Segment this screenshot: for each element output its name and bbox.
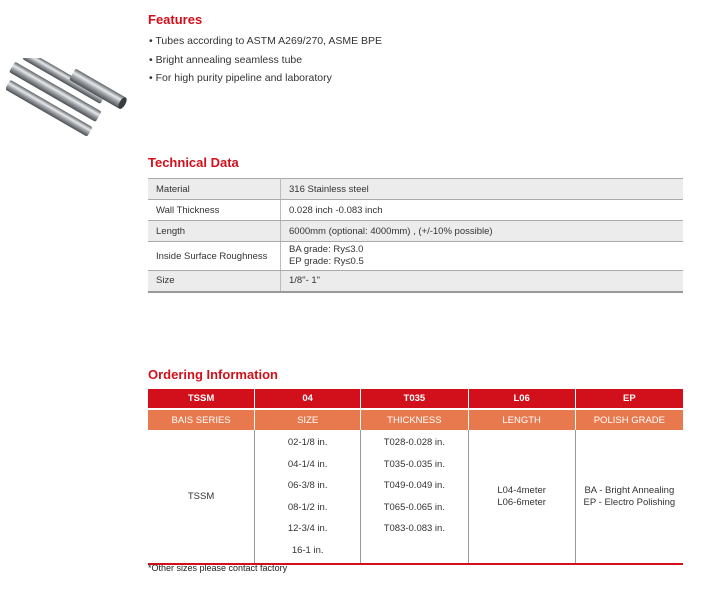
row-value: 0.028 inch -0.083 inch — [281, 200, 684, 221]
header-row — [148, 409, 683, 430]
size-cell — [255, 430, 361, 564]
length-cell — [468, 430, 575, 564]
column-header: POLISH GRADE — [575, 409, 683, 430]
column-header: BAIS SERIES — [148, 409, 255, 430]
polish-option: BA - Bright Annealing — [584, 484, 675, 496]
code-cell: L06 — [468, 389, 575, 409]
size-option: 16-1 in. — [291, 544, 324, 556]
size-option: 12-3/4 in. — [287, 523, 328, 534]
row-value: 6000mm (optional: 4000mm) , (+/-10% possible) — [281, 221, 684, 242]
roughness-line: BA grade: Ry≤3.0 — [289, 244, 364, 255]
size-option: 06-3/8 in. — [287, 480, 328, 491]
ordering-table — [148, 389, 683, 565]
thickness-option: T049-0.049 in. — [383, 480, 445, 491]
features-list — [149, 32, 382, 88]
feature-item: • For high purity pipeline and laboratory — [149, 69, 382, 88]
stainless-tubes-image — [6, 58, 130, 158]
table-row — [148, 179, 683, 200]
polish-option: EP - Electro Polishing — [583, 496, 676, 508]
thickness-option: T083-0.083 in. — [383, 523, 445, 534]
row-label: Material — [148, 179, 281, 200]
code-cell: TSSM — [148, 389, 255, 409]
thickness-cell — [361, 430, 468, 564]
thickness-option: T028-0.028 in. — [383, 437, 445, 448]
row-label: Size — [148, 271, 281, 292]
row-value: 316 Stainless steel — [281, 179, 684, 200]
row-label: Wall Thickness — [148, 200, 281, 221]
code-cell: EP — [575, 389, 683, 409]
row-label: Length — [148, 221, 281, 242]
polish-cell — [575, 430, 683, 564]
table-row — [148, 221, 683, 242]
column-header: LENGTH — [468, 409, 575, 430]
table-row — [148, 242, 683, 271]
code-cell: 04 — [255, 389, 361, 409]
table-row — [148, 200, 683, 221]
size-option: 02-1/8 in. — [287, 437, 328, 448]
length-option: L06-6meter — [497, 496, 546, 508]
size-option: 08-1/2 in. — [287, 501, 328, 513]
size-option: 04-1/4 in. — [287, 458, 328, 470]
technical-data-title: Technical Data — [148, 155, 239, 170]
features-title: Features — [148, 12, 203, 27]
roughness-line: EP grade: Ry≤0.5 — [289, 256, 364, 267]
series-cell: TSSM — [148, 430, 255, 564]
row-value: 1/8"- 1" — [281, 271, 684, 292]
column-header: SIZE — [255, 409, 361, 430]
feature-item: • Tubes according to ASTM A269/270, ASME BPE — [149, 32, 382, 51]
feature-item: • Bright annealing seamless tube — [149, 51, 382, 70]
length-option: L04-4meter — [497, 484, 546, 496]
technical-data-table — [148, 178, 683, 293]
row-label: Inside Surface Roughness — [148, 242, 281, 271]
code-row — [148, 389, 683, 409]
thickness-option: T035-0.035 in. — [383, 458, 445, 470]
thickness-option: T065-0.065 in. — [383, 501, 445, 513]
footnote: *Other sizes please contact factory — [148, 563, 288, 573]
row-value — [281, 242, 684, 271]
ordering-info-title: Ordering Information — [148, 367, 278, 382]
table-row — [148, 271, 683, 292]
code-cell: T035 — [361, 389, 468, 409]
table-row — [148, 430, 683, 564]
column-header: THICKNESS — [361, 409, 468, 430]
